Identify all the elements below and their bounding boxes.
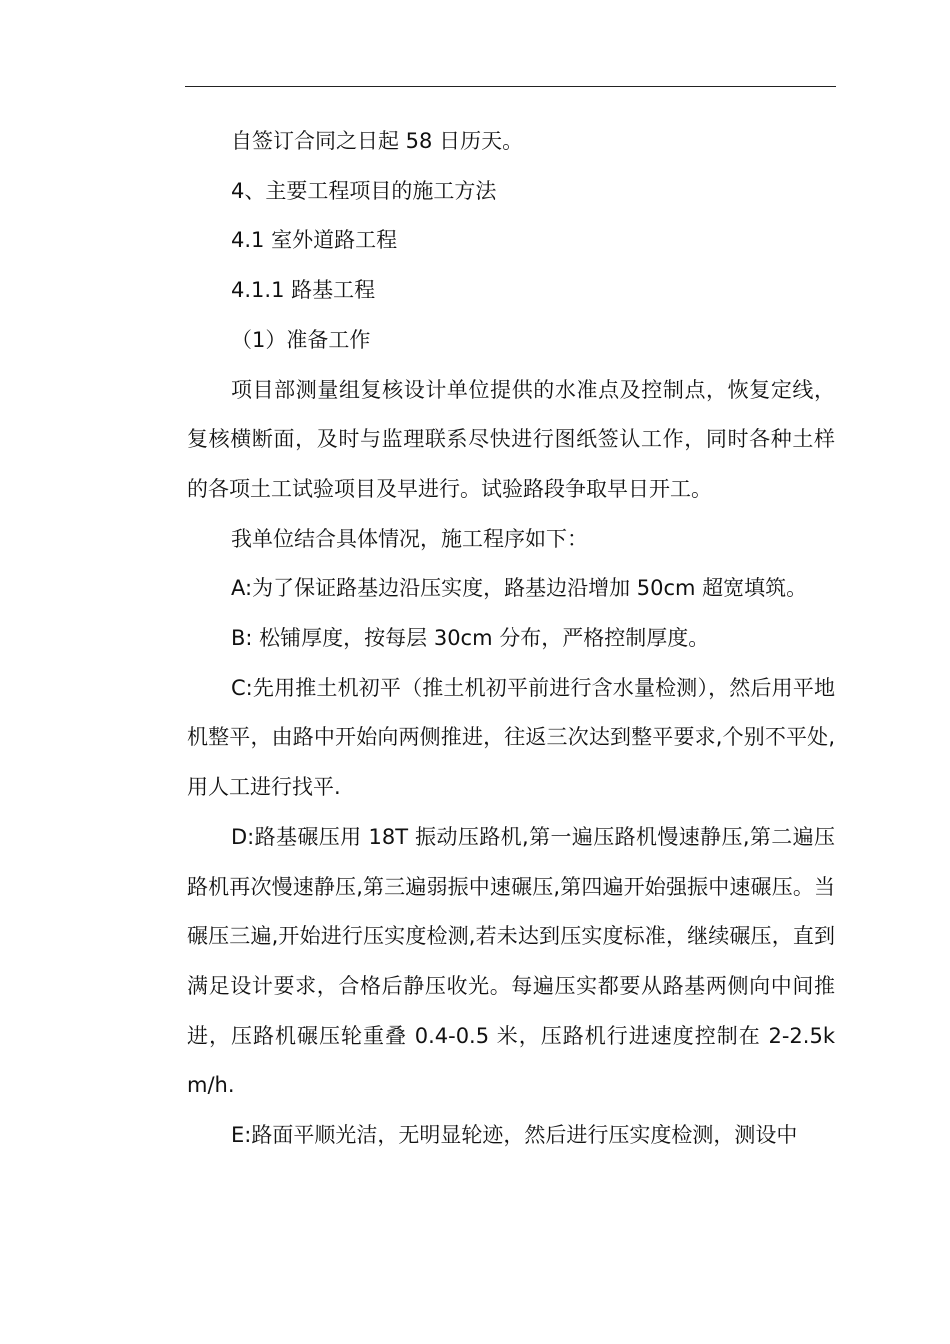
paragraph-procedure-intro: 我单位结合具体情况，施工程序如下： xyxy=(231,526,588,551)
header-divider-line xyxy=(185,86,836,87)
section-heading-preparation: （1）准备工作 xyxy=(231,327,371,352)
paragraph-step-d: D:路基碾压用 18T 振动压路机,第一遍压路机慢速静压,第二遍压路机再次慢速静压,第三遍弱振中速碾压,第四遍开始强振中速碾压。当碾压三遍,开始进行压实度检测,若未达到压实度标准，继续碾压，直到满足设计要求，合格后静压收光。每遍压实都要从路基两侧向中间推进，压路机碾压轮重叠 0.4-0.5 米，压路机行进速度控制在 2-2.5km/h. xyxy=(187,824,835,1098)
paragraph-survey: 项目部测量组复核设计单位提供的水准点及控制点，恢复定线，复核横断面，及时与监理联系尽快进行图纸签认工作，同时各种土样的各项土工试验项目及早进行。试验路段争取早日开工。 xyxy=(187,377,835,501)
paragraph-step-c: C:先用推土机初平（推土机初平前进行含水量检测），然后用平地机整平，由路中开始向两侧推进，往返三次达到整平要求,个别不平处,用人工进行找平. xyxy=(187,675,835,800)
paragraph-step-e: E:路面平顺光洁，无明显轮迹，然后进行压实度检测，测设中 xyxy=(231,1123,798,1148)
section-heading-subgrade: 4.1.1 路基工程 xyxy=(231,278,376,303)
paragraph-step-b: B: 松铺厚度，按每层 30cm 分布，严格控制厚度。 xyxy=(231,626,710,651)
paragraph-duration: 自签订合同之日起 58 日历天。 xyxy=(231,129,524,153)
document-body xyxy=(187,117,835,1161)
section-heading-construction-methods: 4、主要工程项目的施工方法 xyxy=(231,178,497,203)
section-heading-outdoor-road: 4.1 室外道路工程 xyxy=(231,228,398,253)
paragraph-step-a: A:为了保证路基边沿压实度，路基边沿增加 50cm 超宽填筑。 xyxy=(231,576,808,601)
